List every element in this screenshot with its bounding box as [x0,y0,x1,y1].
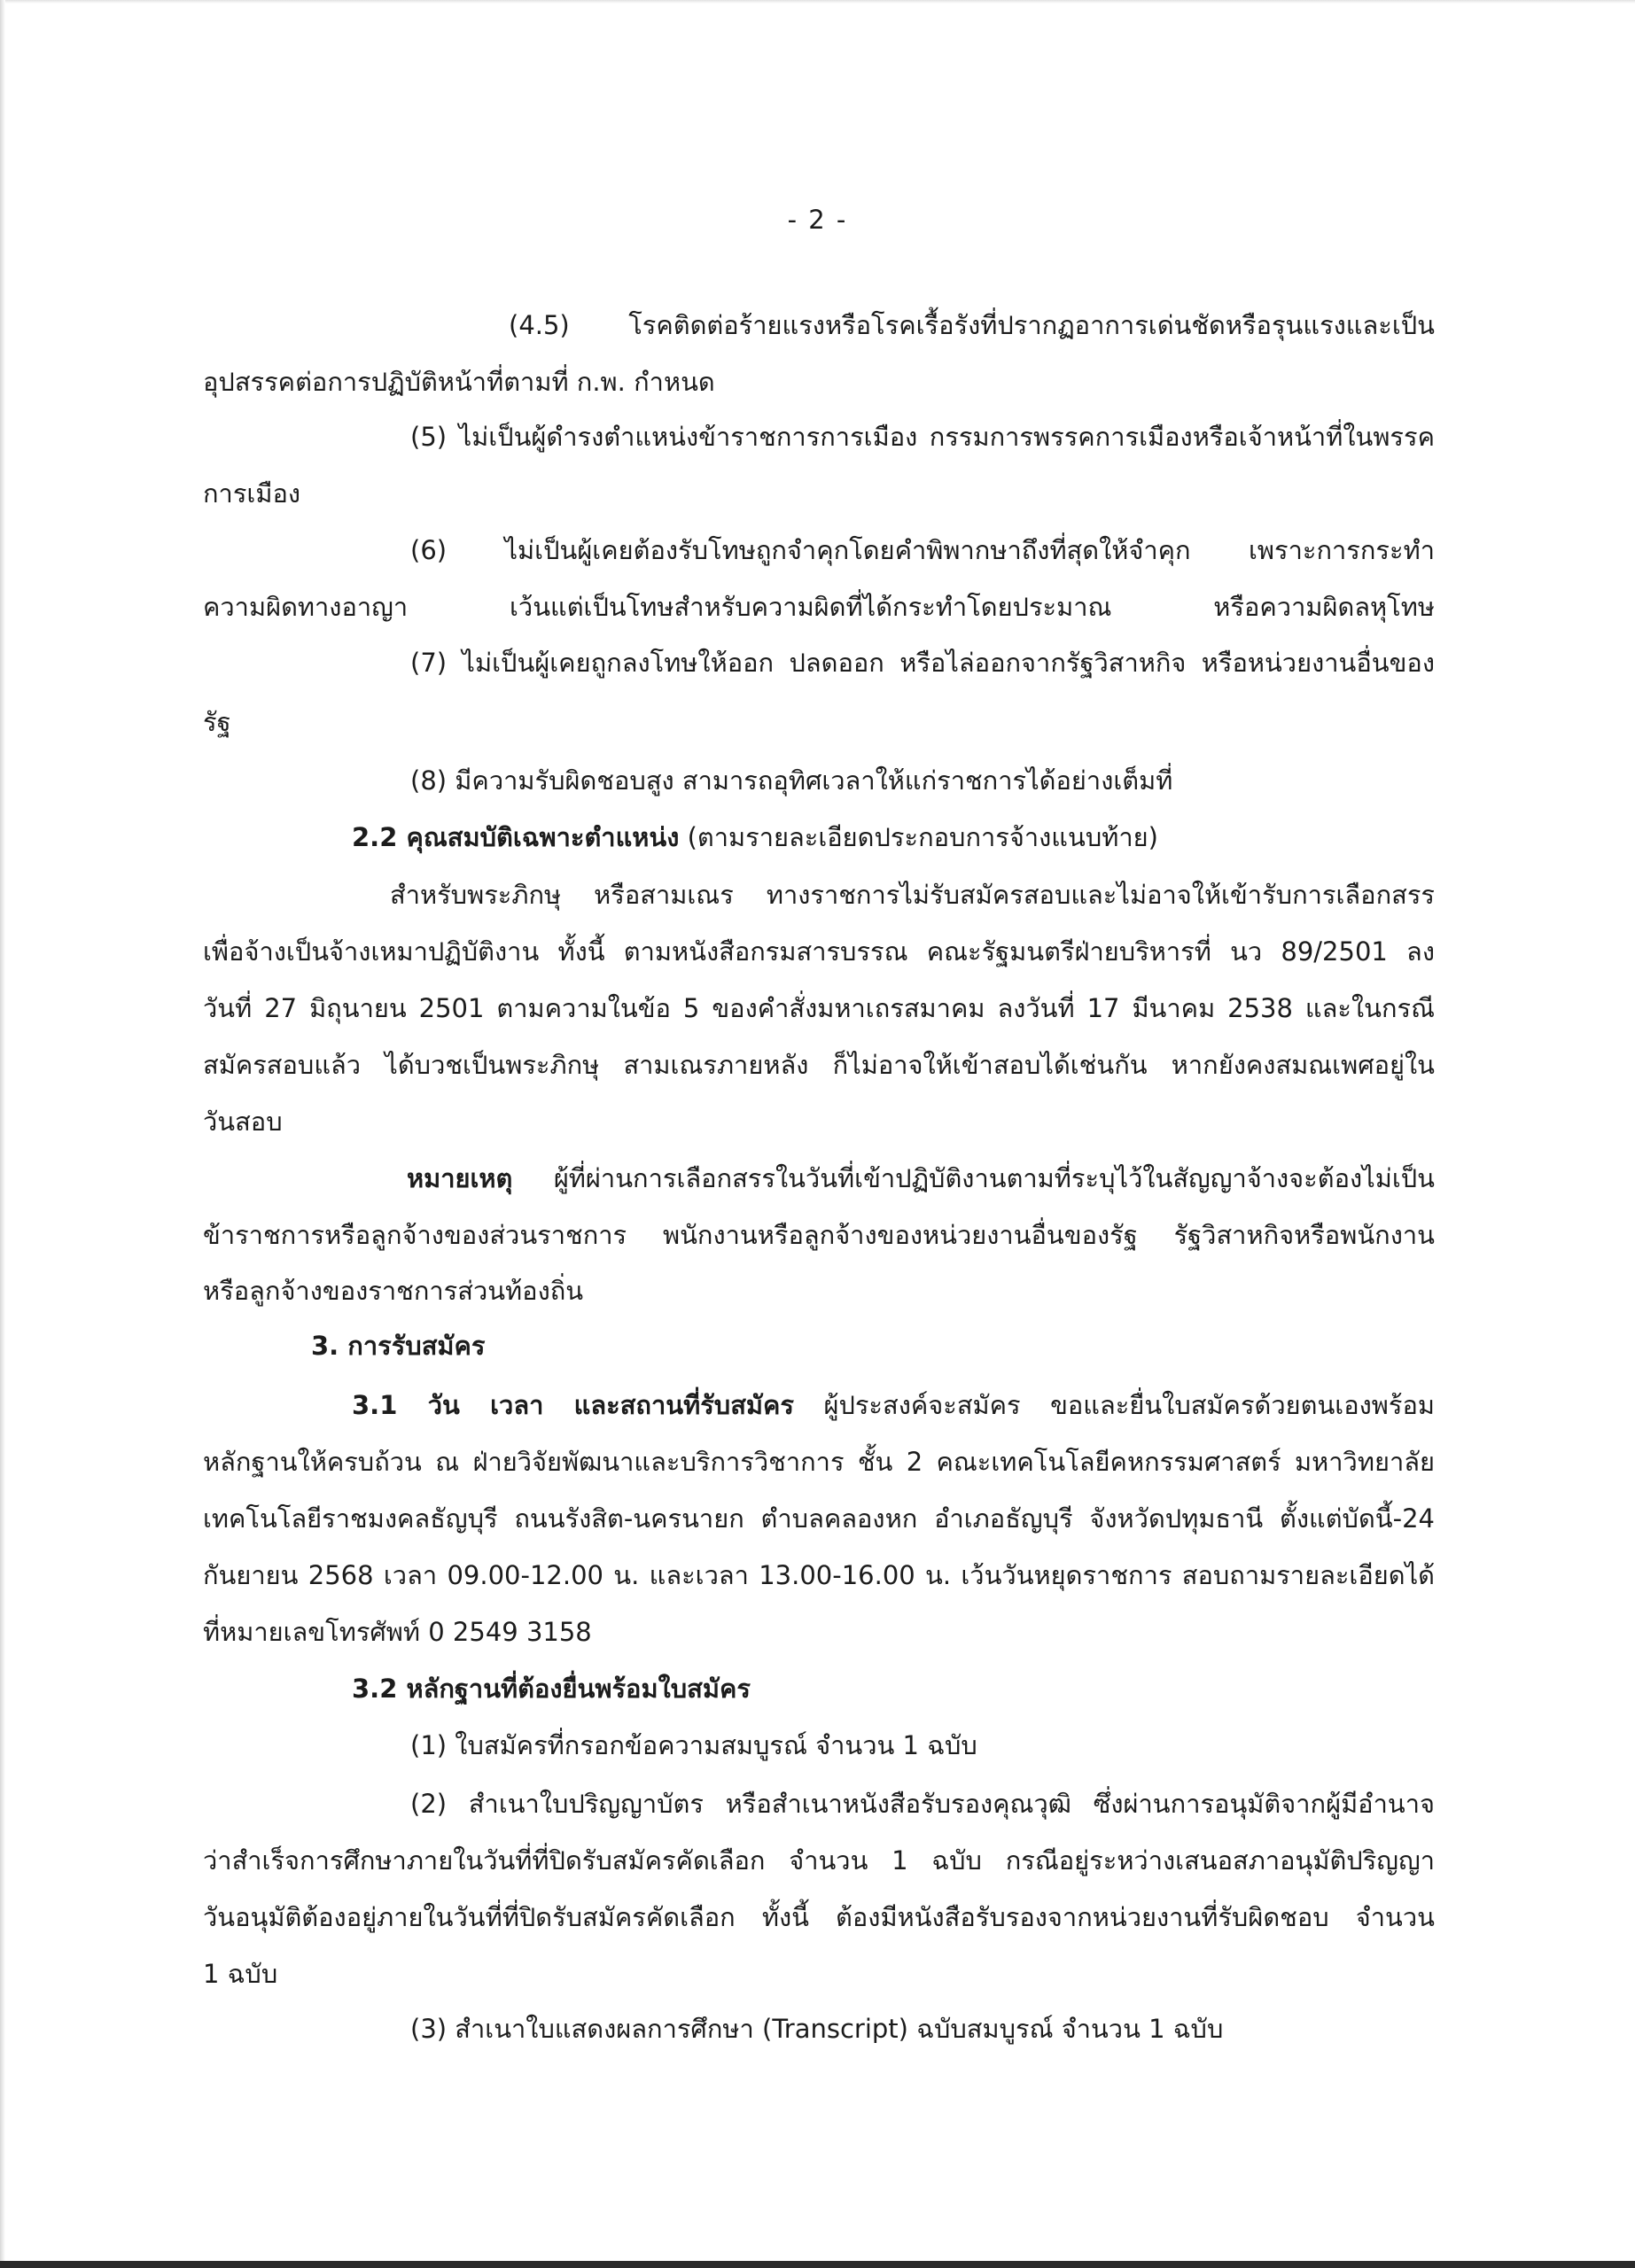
remark-line-2: ข้าราชการหรือลูกจ้างของส่วนราชการ พนักงานหรือลูกจ้างของหน่วยงานอื่นของรัฐ รัฐวิสาหกิจหรือพนักงาน [203,1220,1435,1250]
document-item-3: (3) สำเนาใบแสดงผลการศึกษา (Transcript) ฉบับสมบูรณ์ จำนวน 1 ฉบับ [410,2014,1224,2044]
document-item-2-line-3: วันอนุมัติต้องอยู่ภายในวันที่ที่ปิดรับสมัครคัดเลือก ทั้งนี้ ต้องมีหนังสือรับรองจากหน่วยงานที่รับผิดชอบ จำนวน [203,1902,1435,1932]
section-3-1-line-4: กันยายน 2568 เวลา 09.00-12.00 น. และเวลา 13.00-16.00 น. เว้นวันหยุดราชการ สอบถามรายละเอียดได้ [203,1560,1435,1590]
section-2-2-heading [352,819,1158,855]
remark-line-3: หรือลูกจ้างของราชการส่วนท้องถิ่น [203,1276,584,1306]
item-5-line-2: การเมือง [203,478,301,509]
scan-edge-top [0,0,1635,4]
item-7-line-2: รัฐ [203,707,231,737]
remark-text: ผู้ที่ผ่านการเลือกสรรในวันที่เข้าปฏิบัติงานตามที่ระบุไว้ในสัญญาจ้างจะต้องไม่เป็น [553,1163,1435,1193]
section-3-1-title: 3.1 วัน เวลา และสถานที่รับสมัคร [352,1390,794,1420]
section-3-1-line-5: ที่หมายเลขโทรศัพท์ 0 2549 3158 [203,1617,592,1647]
document-item-2-line-4: 1 ฉบับ [203,1959,278,1989]
document-item-2-line-1: (2) สำเนาใบปริญญาบัตร หรือสำเนาหนังสือรับรองคุณวุฒิ ซึ่งผ่านการอนุมัติจากผู้มีอำนาจ [410,1789,1435,1819]
section-2-2-title: 2.2 คุณสมบัติเฉพาะตำแหน่ง [352,822,680,852]
section-2-2-note: (ตามรายละเอียดประกอบการจ้างแนบท้าย) [687,822,1158,852]
item-7-line-1: (7) ไม่เป็นผู้เคยถูกลงโทษให้ออก ปลดออก หรือไล่ออกจากรัฐวิสาหกิจ หรือหน่วยงานอื่นของ [410,648,1435,678]
section-3-2-heading: 3.2 หลักฐานที่ต้องยื่นพร้อมใบสมัคร [352,1674,751,1704]
item-6-line-1: (6) ไม่เป็นผู้เคยต้องรับโทษถูกจำคุกโดยคำพิพากษาถึงที่สุดให้จำคุก เพราะการกระทำ [410,535,1435,565]
remark-label: หมายเหตุ [407,1163,513,1193]
item-5-line-1: (5) ไม่เป็นผู้ดำรงตำแหน่งข้าราชการการเมือง กรรมการพรรคการเมืองหรือเจ้าหน้าที่ในพรรค [410,422,1435,452]
item-8: (8) มีความรับผิดชอบสูง สามารถอุทิศเวลาให้แก่ราชการได้อย่างเต็มที่ [410,765,1173,796]
paragraph-4-5-line-1: (4.5) โรคติดต่อร้ายแรงหรือโรคเรื้อรังที่ปรากฏอาการเด่นชัดหรือรุนแรงและเป็น [509,310,1435,340]
document-item-2-line-2: ว่าสำเร็จการศึกษาภายในวันที่ที่ปิดรับสมัครคัดเลือก จำนวน 1 ฉบับ กรณีอยู่ระหว่างเสนอสภาอนุมัติปริญญา [203,1845,1435,1876]
monk-paragraph-line-2: เพื่อจ้างเป็นจ้างเหมาปฏิบัติงาน ทั้งนี้ ตามหนังสือกรมสารบรรณ คณะรัฐมนตรีฝ่ายบริหารที่ นว 89/2501 ลง [203,936,1435,967]
section-3-1-text: ผู้ประสงค์จะสมัคร ขอและยื่นใบสมัครด้วยตนเองพร้อม [823,1390,1436,1420]
section-3-heading: 3. การรับสมัคร [311,1331,486,1361]
scan-edge-left [0,0,5,2268]
section-3-1-line-2: หลักฐานให้ครบถ้วน ณ ฝ่ายวิจัยพัฒนาและบริการวิชาการ ชั้น 2 คณะเทคโนโลยีคหกรรมศาสตร์ มหาวิทยาลัย [203,1447,1435,1477]
scan-edge-bottom [0,2261,1635,2268]
monk-paragraph-line-1: สำหรับพระภิกษุ หรือสามเณร ทางราชการไม่รับสมัครสอบและไม่อาจให้เข้ารับการเลือกสรร [390,880,1435,910]
section-3-1-line-3: เทคโนโลยีราชมงคลธัญบุรี ถนนรังสิต-นครนายก ตำบลคลองหก อำเภอธัญบุรี จังหวัดปทุมธานี ตั้งแต่บัดนี้-24 [203,1503,1435,1534]
paragraph-4-5-line-2: อุปสรรคต่อการปฏิบัติหน้าที่ตามที่ ก.พ. กำหนด [203,367,715,397]
item-6-line-2: ความผิดทางอาญา เว้นแต่เป็นโทษสำหรับความผิดที่ได้กระทำโดยประมาณ หรือความผิดลหุโทษ [203,592,1435,622]
monk-paragraph-line-4: สมัครสอบแล้ว ได้บวชเป็นพระภิกษุ สามเณรภายหลัง ก็ไม่อาจให้เข้าสอบได้เช่นกัน หากยังคงสมณเพศอยู่ใน [203,1050,1435,1080]
document-item-1: (1) ใบสมัครที่กรอกข้อความสมบูรณ์ จำนวน 1 ฉบับ [410,1730,977,1760]
remark-line-1 [407,1161,1435,1196]
section-3-1-line-1 [352,1387,1435,1423]
monk-paragraph-line-3: วันที่ 27 มิถุนายน 2501 ตามความในข้อ 5 ของคำสั่งมหาเถรสมาคม ลงวันที่ 17 มีนาคม 2538 และในกรณี [203,993,1435,1023]
monk-paragraph-line-5: วันสอบ [203,1107,283,1137]
page-number: - 2 - [787,205,848,235]
